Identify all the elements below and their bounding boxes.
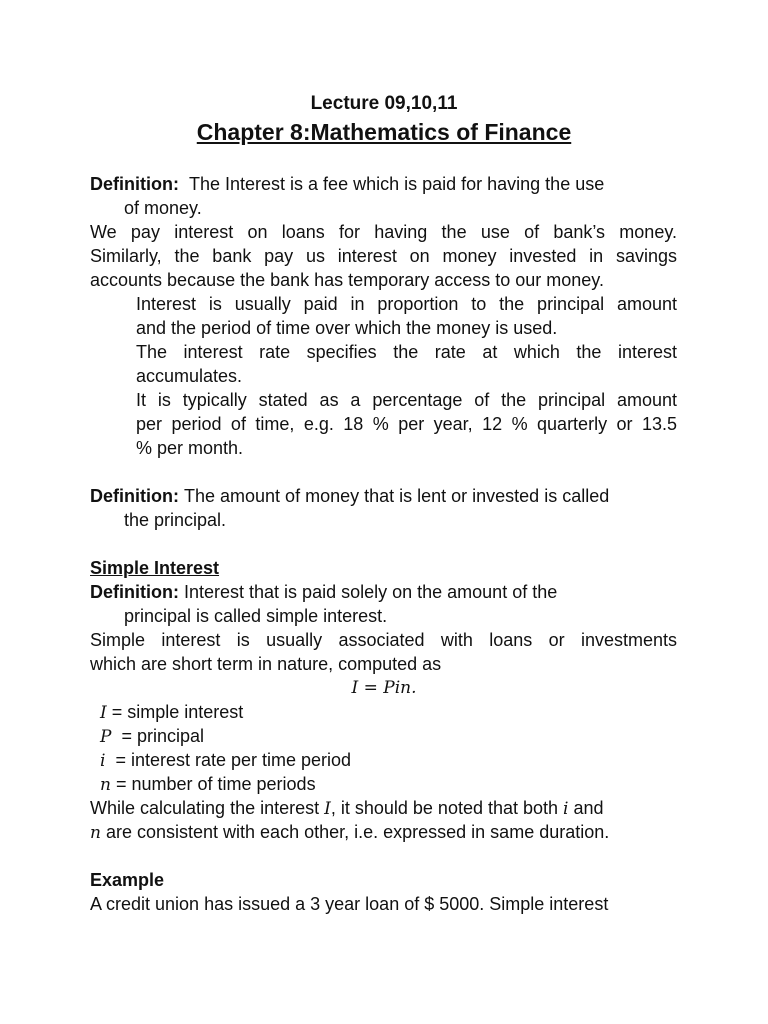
indented-line: and the period of time over which the money is used. [136, 318, 558, 338]
note-text: and [573, 798, 604, 818]
note-symbol: n [90, 823, 101, 843]
indented-line: Interest is usually paid in proportion to the principal amount [136, 294, 677, 314]
note-text: While calculating the interest [90, 798, 320, 818]
definition-simple-interest-line1 [90, 580, 557, 604]
variable-text: = number of time periods [115, 774, 316, 794]
indented-line: per period of time, e.g. 18 % per year, 12 % quarterly or 13.5 [136, 414, 677, 434]
indented-line: It is typically stated as a percentage of the principal amount [136, 390, 677, 410]
note-text: are consistent with each other, i.e. expressed in same duration. [105, 822, 610, 842]
definition-label: Definition: [90, 174, 179, 194]
variable-symbol: n [100, 775, 111, 795]
note-symbol: i [563, 799, 569, 819]
lecture-number: Lecture 09,10,11 [310, 93, 458, 114]
variable-symbol: P [100, 727, 112, 747]
indented-line: % per month. [136, 438, 244, 458]
definition-simple-interest-line2: principal is called simple interest. [124, 606, 388, 626]
definition-interest-line1 [90, 172, 604, 196]
definition-text: The amount of money that is lent or invested is called [184, 486, 610, 506]
paragraph-line: which are short term in nature, computed as [90, 654, 442, 674]
paragraph-line: accounts because the bank has temporary access to our money. [90, 270, 604, 290]
indented-line: accumulates. [136, 366, 243, 386]
example-line1: A credit union has issued a 3 year loan of $ 5000. Simple interest [90, 894, 609, 914]
variable-definition [100, 772, 316, 797]
variable-definition [100, 700, 243, 725]
definition-label: Definition: [90, 486, 179, 506]
definition-label: Definition: [90, 582, 179, 602]
note-text: , it should be noted that both [330, 798, 559, 818]
variable-text: = principal [121, 726, 205, 746]
note-line2 [90, 820, 609, 845]
note-symbol: I [324, 799, 331, 819]
definition-principal-line1 [90, 484, 609, 508]
indented-line: The interest rate specifies the rate at which the interest [136, 342, 677, 362]
variable-definition [100, 724, 204, 749]
variable-text: = simple interest [111, 702, 244, 722]
variable-symbol: I [100, 703, 107, 723]
paragraph-line: Similarly, the bank pay us interest on money invested in savings [90, 246, 677, 266]
definition-principal-line2: the principal. [124, 510, 227, 530]
definition-text: The Interest is a fee which is paid for having the use [189, 174, 605, 194]
formula-simple-interest: I = Pin. [351, 678, 417, 698]
chapter-title: Chapter 8:Mathematics of Finance [196, 119, 572, 145]
paragraph-line: We pay interest on loans for having the use of bank’s money. [90, 222, 677, 242]
definition-interest-line2: of money. [124, 198, 202, 218]
variable-symbol: i [100, 751, 106, 771]
paragraph-line: Simple interest is usually associated with loans or investments [90, 630, 677, 650]
section-heading-example: Example [90, 870, 165, 890]
variable-definition [100, 748, 351, 773]
note-line1 [90, 796, 604, 821]
variable-text: = interest rate per time period [115, 750, 352, 770]
definition-text: Interest that is paid solely on the amount of the [184, 582, 558, 602]
section-heading-simple-interest: Simple Interest [90, 558, 220, 578]
